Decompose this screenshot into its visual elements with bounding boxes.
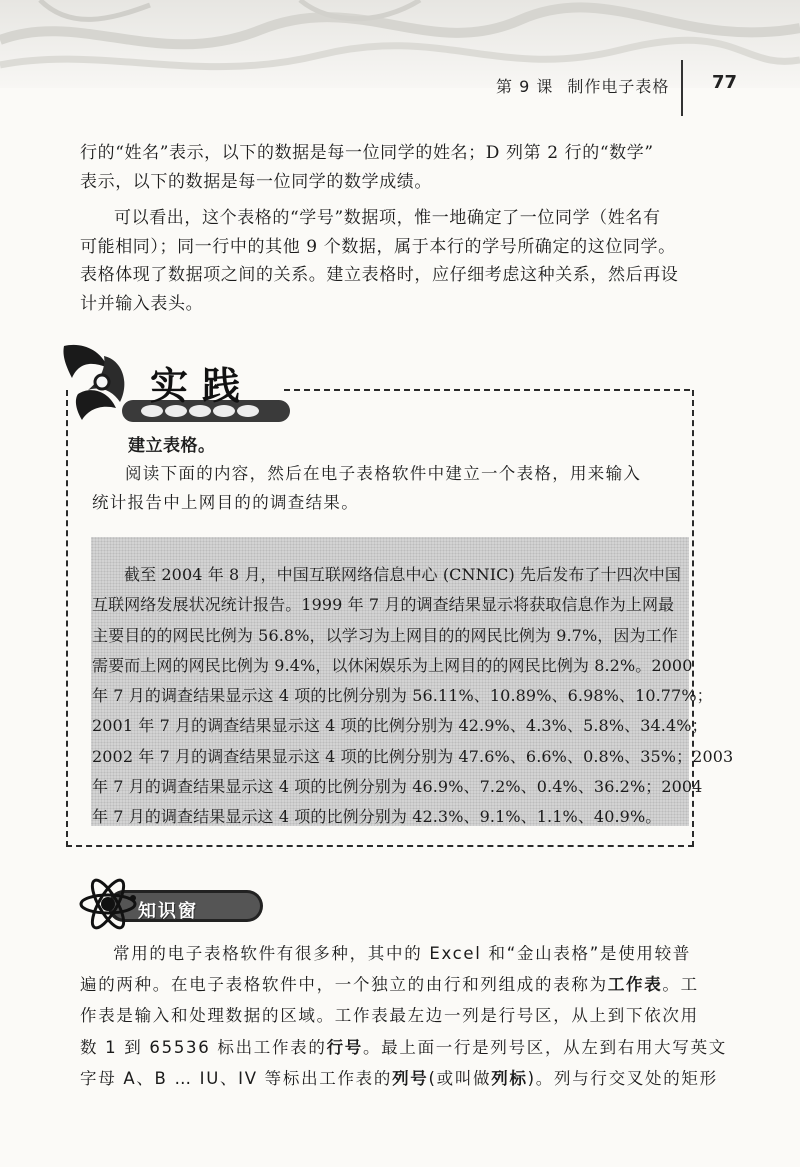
text-line: 可以看出，这个表格的“学号”数据项，惟一地确定了一位同学（姓名有 xyxy=(114,208,661,228)
text-line: 行的“姓名”表示，以下的数据是每一位同学的姓名；D 列第 2 行的“数学” xyxy=(80,143,654,163)
text-line: 作表是输入和处理数据的区域。工作表最左边一列是行号区，从上到下依次用 xyxy=(80,1006,699,1026)
text-line: 主要目的的网民比例为 56.8%，以学习为上网目的的网民比例为 9.7%，因为工作 xyxy=(92,625,678,645)
text-line xyxy=(80,969,716,1000)
paragraph-2 xyxy=(80,204,716,318)
practice-title: 实践 xyxy=(150,363,255,408)
page-number: 77 xyxy=(712,72,738,93)
text-run: 。工 xyxy=(662,975,699,995)
text-line: 表示，以下的数据是每一位同学的数学成绩。 xyxy=(80,171,432,192)
practice-heading: 建立表格。 xyxy=(128,436,216,456)
text-run: 数 1 到 65536 标出工作表的 xyxy=(80,1037,327,1057)
lesson-title: 制作电子表格 xyxy=(567,77,670,96)
text-line: 年 7 月的调查结果显示这 4 项的比例分别为 56.11%、10.89%、6.98%、10.77%； xyxy=(92,686,713,706)
running-header xyxy=(496,74,669,97)
text-run: )。列与行交叉处的矩形 xyxy=(527,1068,718,1088)
text-line: 常用的电子表格软件有很多种，其中的 Excel 和“金山表格”是使用较普 xyxy=(113,944,691,963)
paragraph-1 xyxy=(80,139,716,196)
term-column-number: 列号 xyxy=(392,1068,429,1088)
practice-instruction xyxy=(92,459,682,517)
text-run: (或叫做 xyxy=(428,1068,492,1088)
report-text xyxy=(92,560,734,833)
text-line: 2001 年 7 月的调查结果显示这 4 项的比例分别为 42.9%、4.3%、5.8%、34.4%； xyxy=(92,716,708,736)
knowledge-text xyxy=(80,938,727,1094)
header-divider xyxy=(681,60,683,116)
term-worksheet: 工作表 xyxy=(607,975,663,995)
text-line: 年 7 月的调查结果显示这 4 项的比例分别为 42.3%、9.1%、1.1%、40.9%。 xyxy=(92,807,662,827)
practice-frame-top xyxy=(284,389,690,391)
lesson-number: 第 9 课 xyxy=(496,77,554,96)
text-line: 表格体现了数据项之间的关系。建立表格时，应仔细考虑这种关系，然后再设 xyxy=(80,265,679,285)
term-column-label: 列标 xyxy=(491,1068,528,1088)
header-ornament xyxy=(0,0,800,88)
text-line: 阅读下面的内容，然后在电子表格软件中建立一个表格，用来输入 xyxy=(125,464,642,483)
knowledge-label: 知识窗 xyxy=(138,901,198,922)
text-line: 计并输入表头。 xyxy=(80,293,204,314)
text-run: 字母 A、B … IU、IV 等标出工作表的 xyxy=(80,1068,393,1088)
text-line: 2002 年 7 月的调查结果显示这 4 项的比例分别为 47.6%、6.6%、0.8%、35%；2003 xyxy=(92,746,734,766)
term-row-number: 行号 xyxy=(326,1037,363,1057)
text-line xyxy=(80,1032,727,1063)
text-line: 互联网络发展状况统计报告。1999 年 7 月的调查结果显示将获取信息作为上网最 xyxy=(92,595,675,615)
text-line: 需要而上网的网民比例为 9.4%，以休闲娱乐为上网目的的网民比例为 8.2%。2000 xyxy=(92,655,693,675)
text-line: 统计报告中上网目的的调查结果。 xyxy=(92,493,359,512)
text-run: 。最上面一行是列号区，从左到右用大写英文 xyxy=(362,1037,727,1057)
text-line xyxy=(80,1063,716,1094)
text-line: 年 7 月的调查结果显示这 4 项的比例分别为 46.9%、7.2%、0.4%、36.2%；2004 xyxy=(92,777,703,797)
text-run: 遍的两种。在电子表格软件中，一个独立的由行和列组成的表称为 xyxy=(80,975,608,995)
text-line: 可能相同）；同一行中的其他 9 个数据，属于本行的学号所确定的这位同学。 xyxy=(80,236,676,257)
text-line: 截至 2004 年 8 月，中国互联网络信息中心 (CNNIC) 先后发布了十四次中国 xyxy=(124,565,682,584)
